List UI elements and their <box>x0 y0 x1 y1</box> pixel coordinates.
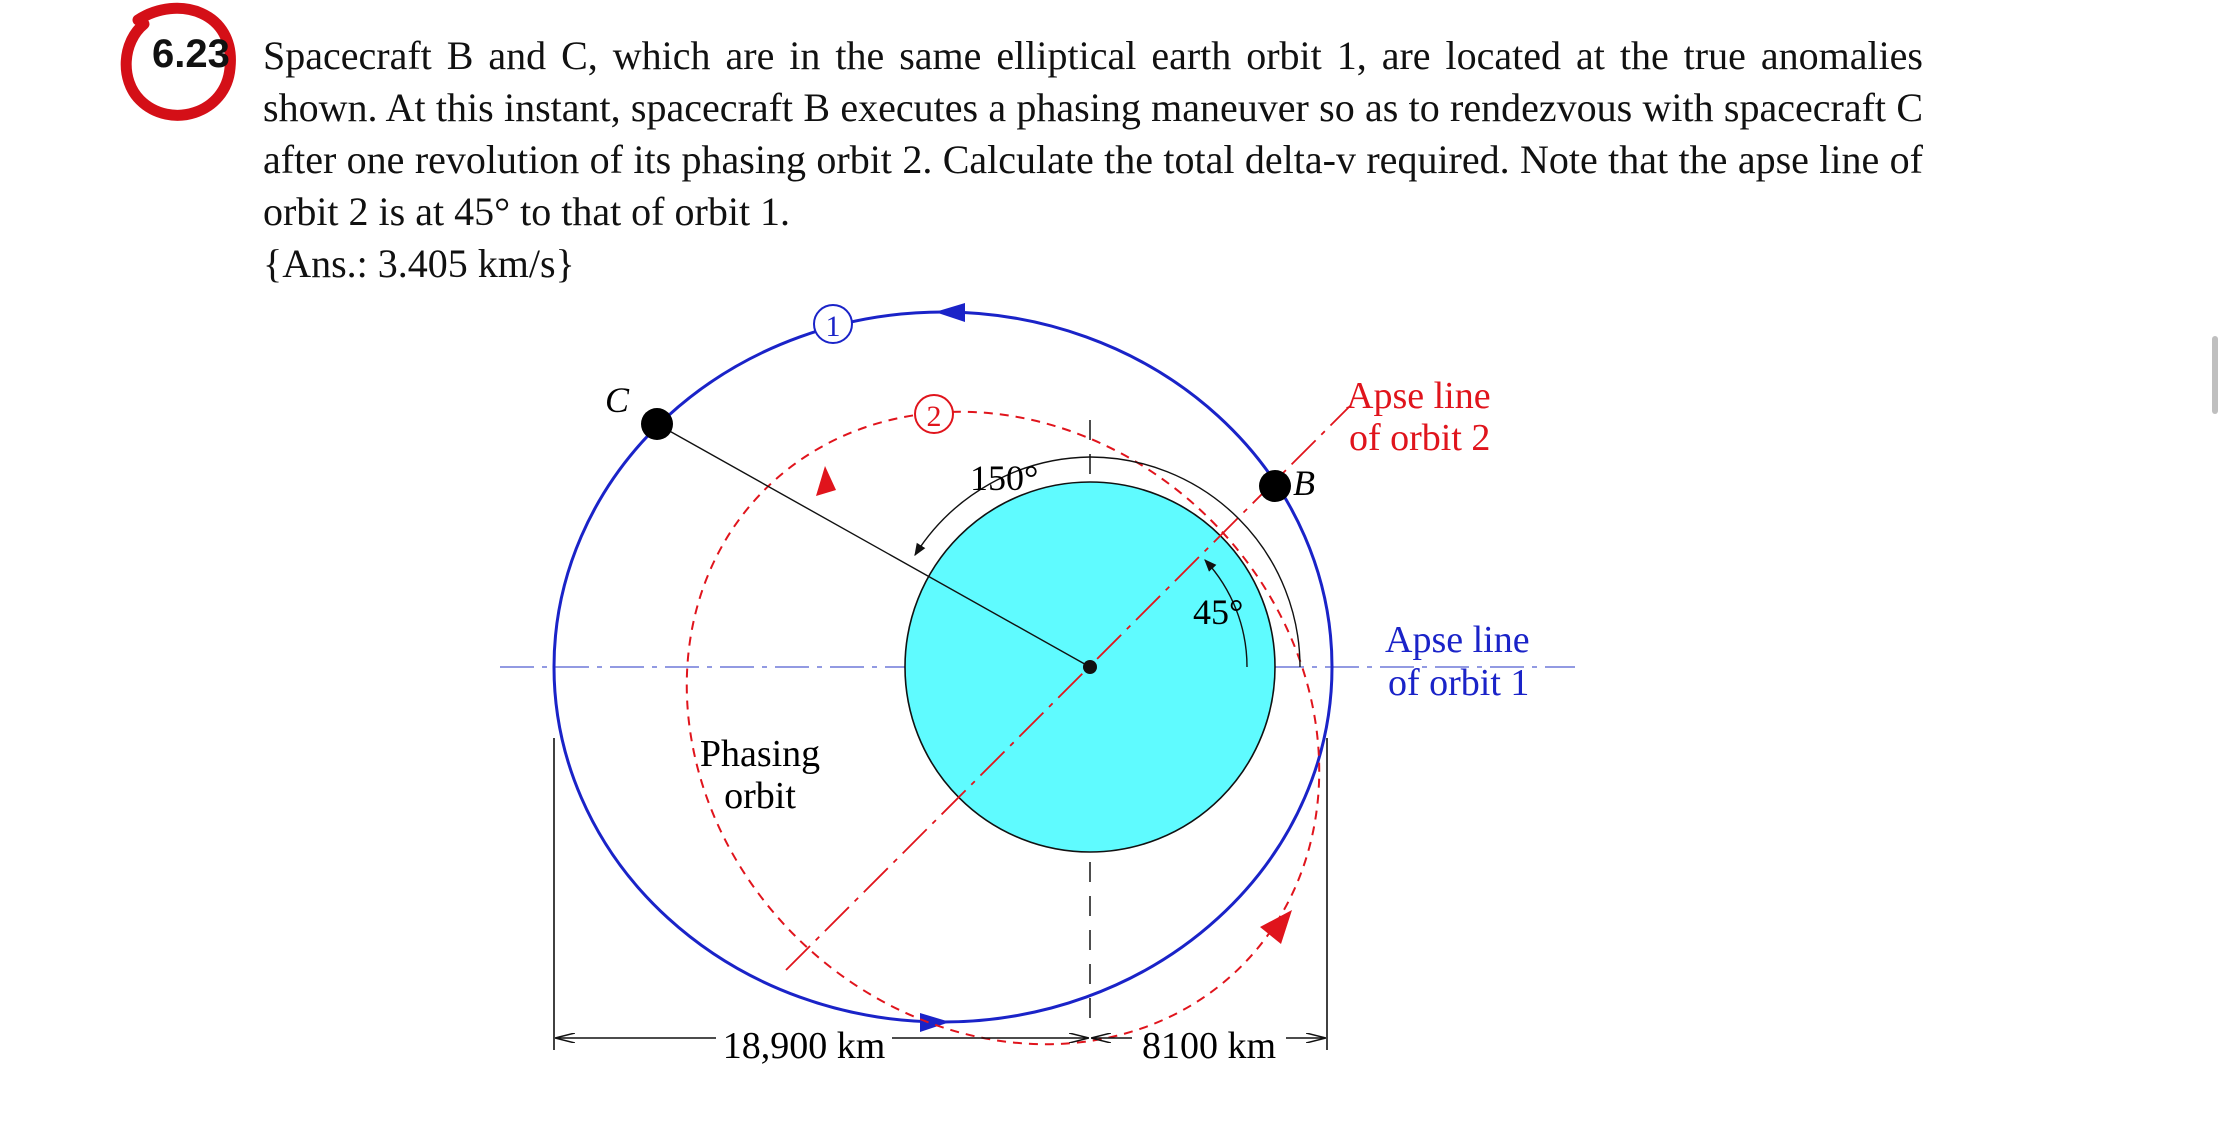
dim-left-label: 18,900 km <box>722 1025 886 1067</box>
problem-number: 6.23 <box>152 32 230 76</box>
orbit-2-direction-arrow-lower <box>1260 910 1292 944</box>
problem-text: Spacecraft B and C, which are in the same elliptical earth orbit 1, are located at the true anomalies shown. At this instant, spacecraft B executes a phasing maneuver so as to rendezvous with spacecraft C after one revolution of its phasing orbit 2. Calculate the total delta-v required. Note that the apse line of orbit 2 is at 45° to that of orbit 1. <box>263 33 1923 234</box>
spacecraft-b-label: B <box>1293 463 1315 503</box>
apse-line-orbit-1-label-2: of orbit 1 <box>1388 662 1530 704</box>
orbit-1-tag: 1 <box>825 310 841 343</box>
orbit-2-direction-arrow-upper <box>816 466 836 496</box>
orbit-2-tag: 2 <box>926 400 942 433</box>
angle-150-label: 150° <box>970 458 1039 498</box>
earth-center <box>1083 660 1097 674</box>
apse-line-orbit-2-label-1: Apse line <box>1346 375 1491 417</box>
phasing-orbit-label-2: orbit <box>724 775 796 817</box>
dim-right-label: 8100 km <box>1141 1025 1277 1067</box>
angle-45-label: 45° <box>1193 592 1244 632</box>
spacecraft-b <box>1259 470 1291 502</box>
orbit-1-direction-arrow-top <box>935 303 965 322</box>
apse-line-orbit-1-label-1: Apse line <box>1385 619 1530 661</box>
spacecraft-c-label: C <box>605 380 630 420</box>
answer: {Ans.: 3.405 km/s} <box>263 241 575 286</box>
apse-line-orbit-2-label-2: of orbit 2 <box>1349 417 1491 459</box>
orbit-1-direction-arrow-bottom <box>920 1013 950 1032</box>
spacecraft-c <box>641 408 673 440</box>
phasing-orbit-label-1: Phasing <box>699 733 821 775</box>
